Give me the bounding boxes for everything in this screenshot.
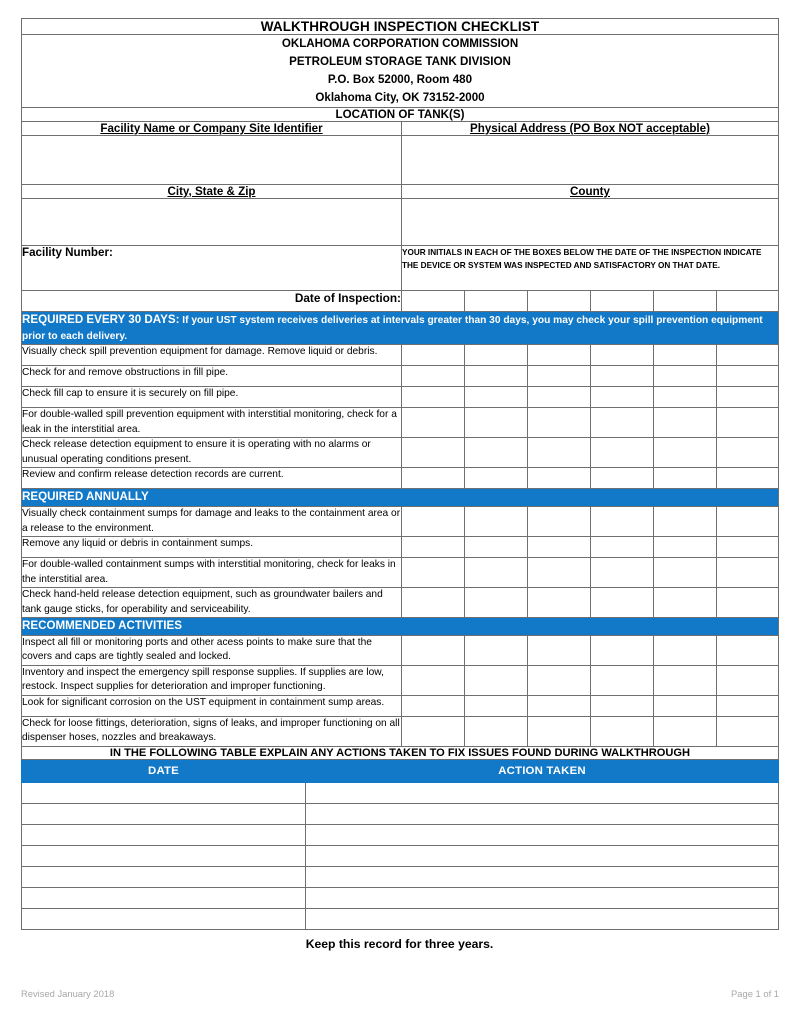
inspection-date-cell[interactable] bbox=[654, 290, 717, 311]
agency-line-4: Oklahoma City, OK 73152-2000 bbox=[315, 90, 485, 104]
initials-cell[interactable] bbox=[465, 588, 528, 618]
initials-cell[interactable] bbox=[591, 387, 654, 408]
initials-cell[interactable] bbox=[528, 387, 591, 408]
facility-address-label-row bbox=[22, 121, 779, 135]
location-of-tanks-header: LOCATION OF TANK(S) bbox=[22, 107, 779, 121]
checklist-item-label: Check hand-held release detection equipment, such as groundwater bailers and tank gauge sticks, for operability and serviceability. bbox=[22, 588, 402, 618]
initials-cell[interactable] bbox=[465, 716, 528, 746]
initials-cell[interactable] bbox=[654, 366, 717, 387]
page-number: Page 1 of 1 bbox=[731, 988, 779, 999]
checklist-item-label: Check for and remove obstructions in fill pipe. bbox=[22, 366, 402, 387]
checklist-item-label: Visually check spill prevention equipment for damage. Remove liquid or debris. bbox=[22, 345, 402, 366]
title-row bbox=[22, 19, 779, 35]
agency-block bbox=[22, 35, 779, 108]
initials-cell[interactable] bbox=[717, 507, 779, 537]
action-taken-cell[interactable] bbox=[306, 845, 779, 866]
initials-cell[interactable] bbox=[591, 345, 654, 366]
initials-cell[interactable] bbox=[591, 468, 654, 489]
facility-address-entry-row bbox=[22, 135, 779, 184]
section-banner-text bbox=[22, 618, 779, 636]
checklist-item-label: For double-walled containment sumps with interstitial monitoring, check for leaks in the interstitial area. bbox=[22, 558, 402, 588]
checklist-item-label: Check release detection equipment to ensure it is operating with no alarms or unusual operating conditions present. bbox=[22, 438, 402, 468]
checklist-row bbox=[22, 716, 779, 746]
initials-cell[interactable] bbox=[528, 366, 591, 387]
action-date-cell[interactable] bbox=[22, 782, 306, 803]
county-label: County bbox=[402, 184, 779, 198]
initials-cell[interactable] bbox=[402, 537, 465, 558]
facility-name-input[interactable] bbox=[22, 135, 402, 184]
city-state-zip-input[interactable] bbox=[22, 198, 402, 245]
city-county-label-row bbox=[22, 184, 779, 198]
initials-cell[interactable] bbox=[591, 695, 654, 716]
initials-cell[interactable] bbox=[465, 635, 528, 665]
action-taken-cell[interactable] bbox=[306, 908, 779, 929]
table-row bbox=[22, 908, 779, 929]
checklist-row bbox=[22, 537, 779, 558]
initials-cell[interactable] bbox=[528, 695, 591, 716]
inspection-date-cell[interactable] bbox=[402, 290, 465, 311]
agency-line-1: OKLAHOMA CORPORATION COMMISSION bbox=[281, 37, 519, 50]
form-page bbox=[21, 18, 778, 951]
initials-cell[interactable] bbox=[654, 665, 717, 695]
checklist-row bbox=[22, 345, 779, 366]
action-taken-cell[interactable] bbox=[306, 887, 779, 908]
page-footer bbox=[21, 988, 779, 999]
initials-cell[interactable] bbox=[654, 716, 717, 746]
initials-cell[interactable] bbox=[591, 558, 654, 588]
initials-cell[interactable] bbox=[591, 716, 654, 746]
initials-cell[interactable] bbox=[402, 366, 465, 387]
initials-cell[interactable] bbox=[528, 716, 591, 746]
location-header-row bbox=[22, 107, 779, 121]
action-date-cell[interactable] bbox=[22, 824, 306, 845]
section-banner-text bbox=[22, 489, 779, 507]
action-taken-cell[interactable] bbox=[306, 782, 779, 803]
initials-cell[interactable] bbox=[402, 716, 465, 746]
checklist-item-label: Inspect all fill or monitoring ports and other acess points to make sure that the covers and caps are tightly sealed and locked. bbox=[22, 635, 402, 665]
facility-number-field[interactable] bbox=[22, 245, 402, 290]
checklist-item-label: Visually check containment sumps for damage and leaks to the containment area or a release to the environment. bbox=[22, 507, 402, 537]
checklist-row bbox=[22, 665, 779, 695]
section-banner-recommended-activities bbox=[22, 618, 779, 636]
action-date-cell[interactable] bbox=[22, 866, 306, 887]
action-taken-cell[interactable] bbox=[306, 866, 779, 887]
initials-cell[interactable] bbox=[717, 387, 779, 408]
physical-address-label: Physical Address (PO Box NOT acceptable) bbox=[402, 121, 779, 135]
city-county-entry-row bbox=[22, 198, 779, 245]
initials-cell[interactable] bbox=[528, 468, 591, 489]
action-taken-cell[interactable] bbox=[306, 803, 779, 824]
initials-cell[interactable] bbox=[717, 438, 779, 468]
initials-cell[interactable] bbox=[717, 408, 779, 438]
inspection-date-cell[interactable] bbox=[465, 290, 528, 311]
action-date-cell[interactable] bbox=[22, 845, 306, 866]
checklist-item-label: Inventory and inspect the emergency spill response supplies. If supplies are low, restock. Inspect supplies for deterioration and improper functioning. bbox=[22, 665, 402, 695]
page-title: WALKTHROUGH INSPECTION CHECKLIST bbox=[22, 19, 779, 35]
checklist-item-label: For double-walled spill prevention equipment with interstitial monitoring, check for a leak in the interstitial area. bbox=[22, 408, 402, 438]
initials-cell[interactable] bbox=[591, 507, 654, 537]
actions-instruction-row bbox=[22, 746, 779, 759]
initials-cell[interactable] bbox=[528, 438, 591, 468]
action-date-cell[interactable] bbox=[22, 803, 306, 824]
checklist-row bbox=[22, 695, 779, 716]
initials-cell[interactable] bbox=[591, 665, 654, 695]
initials-cell[interactable] bbox=[717, 716, 779, 746]
banner-title: RECOMMENDED ACTIVITIES bbox=[22, 619, 182, 633]
initials-cell[interactable] bbox=[528, 345, 591, 366]
initials-cell[interactable] bbox=[528, 408, 591, 438]
initials-cell[interactable] bbox=[717, 345, 779, 366]
initials-cell[interactable] bbox=[591, 366, 654, 387]
checklist-row bbox=[22, 635, 779, 665]
initials-cell[interactable] bbox=[528, 588, 591, 618]
initials-cell[interactable] bbox=[591, 438, 654, 468]
column-header-date: DATE bbox=[22, 760, 306, 782]
initials-cell[interactable] bbox=[717, 695, 779, 716]
actions-instruction: IN THE FOLLOWING TABLE EXPLAIN ANY ACTIONS TAKEN TO FIX ISSUES FOUND DURING WALKTHROUGH bbox=[22, 746, 779, 759]
inspection-date-cell[interactable] bbox=[717, 290, 779, 311]
initials-cell[interactable] bbox=[402, 345, 465, 366]
initials-cell[interactable] bbox=[654, 438, 717, 468]
city-state-zip-label: City, State & Zip bbox=[22, 184, 402, 198]
initials-cell[interactable] bbox=[654, 408, 717, 438]
banner-detail: If your UST system receives deliveries at intervals greater than 30 days, you may check your spill prevention equipment prior to each delivery. bbox=[22, 314, 763, 342]
table-row bbox=[22, 824, 779, 845]
checklist-item-label: Review and confirm release detection records are current. bbox=[22, 468, 402, 489]
initials-cell[interactable] bbox=[528, 507, 591, 537]
checklist-item-label: Remove any liquid or debris in containment sumps. bbox=[22, 537, 402, 558]
action-date-cell[interactable] bbox=[22, 908, 306, 929]
checklist-row bbox=[22, 588, 779, 618]
initials-cell[interactable] bbox=[654, 468, 717, 489]
initials-cell[interactable] bbox=[465, 387, 528, 408]
initials-cell[interactable] bbox=[717, 665, 779, 695]
agency-row bbox=[22, 35, 779, 108]
actions-header-row bbox=[22, 760, 779, 782]
date-of-inspection-label: Date of Inspection: bbox=[22, 290, 402, 311]
checklist-row bbox=[22, 438, 779, 468]
initials-cell[interactable] bbox=[591, 635, 654, 665]
initials-cell[interactable] bbox=[654, 588, 717, 618]
initials-cell[interactable] bbox=[717, 558, 779, 588]
facility-number-label: Facility Number: bbox=[22, 245, 113, 259]
initials-cell[interactable] bbox=[465, 558, 528, 588]
facility-name-label: Facility Name or Company Site Identifier bbox=[22, 121, 402, 135]
initials-cell[interactable] bbox=[528, 635, 591, 665]
checklist-row bbox=[22, 366, 779, 387]
table-row bbox=[22, 803, 779, 824]
initials-cell[interactable] bbox=[465, 438, 528, 468]
initials-cell[interactable] bbox=[465, 408, 528, 438]
inspection-date-cell[interactable] bbox=[528, 290, 591, 311]
initials-cell[interactable] bbox=[591, 408, 654, 438]
table-row bbox=[22, 887, 779, 908]
checklist-row bbox=[22, 387, 779, 408]
initials-cell[interactable] bbox=[465, 665, 528, 695]
checklist-item-label: Look for significant corrosion on the UST equipment in containment sump areas. bbox=[22, 695, 402, 716]
initials-cell[interactable] bbox=[402, 507, 465, 537]
actions-taken-table bbox=[21, 760, 779, 930]
checklist-row bbox=[22, 408, 779, 438]
initials-cell[interactable] bbox=[591, 537, 654, 558]
initials-cell[interactable] bbox=[717, 366, 779, 387]
initials-cell[interactable] bbox=[465, 468, 528, 489]
initials-cell[interactable] bbox=[717, 537, 779, 558]
facility-number-row bbox=[22, 245, 779, 290]
initials-cell[interactable] bbox=[654, 558, 717, 588]
action-taken-cell[interactable] bbox=[306, 824, 779, 845]
initials-cell[interactable] bbox=[717, 468, 779, 489]
column-header-action-taken: ACTION TAKEN bbox=[306, 760, 779, 782]
table-row bbox=[22, 845, 779, 866]
agency-line-3: P.O. Box 52000, Room 480 bbox=[327, 72, 473, 86]
agency-line-2: PETROLEUM STORAGE TANK DIVISION bbox=[289, 54, 511, 68]
checklist-item-label: Check fill cap to ensure it is securely on fill pipe. bbox=[22, 387, 402, 408]
main-form-table bbox=[21, 18, 779, 760]
initials-cell[interactable] bbox=[402, 408, 465, 438]
banner-title: REQUIRED ANNUALLY bbox=[22, 490, 149, 504]
initials-cell[interactable] bbox=[402, 438, 465, 468]
inspection-date-cell[interactable] bbox=[591, 290, 654, 311]
initials-cell[interactable] bbox=[465, 695, 528, 716]
date-of-inspection-row bbox=[22, 290, 779, 311]
table-row bbox=[22, 782, 779, 803]
initials-instruction-note: YOUR INITIALS IN EACH OF THE BOXES BELOW THE DATE OF THE INSPECTION INDICATE THE DEVICE OR SYSTEM WAS INSPECTED AND SATISFACTORY ON THAT DATE. bbox=[402, 245, 779, 290]
checklist-row bbox=[22, 507, 779, 537]
initials-cell[interactable] bbox=[528, 665, 591, 695]
revised-date: Revised January 2018 bbox=[21, 988, 115, 999]
initials-cell[interactable] bbox=[654, 345, 717, 366]
initials-cell[interactable] bbox=[402, 695, 465, 716]
physical-address-input[interactable] bbox=[402, 135, 779, 184]
initials-cell[interactable] bbox=[717, 635, 779, 665]
checklist-item-label: Check for loose fittings, deterioration, signs of leaks, and improper functioning on all dispenser hoses, nozzles and breakaways. bbox=[22, 716, 402, 746]
keep-record-notice: Keep this record for three years. bbox=[305, 936, 494, 951]
section-banner-text bbox=[22, 311, 779, 345]
initials-cell[interactable] bbox=[654, 695, 717, 716]
initials-cell[interactable] bbox=[654, 635, 717, 665]
action-date-cell[interactable] bbox=[22, 887, 306, 908]
initials-cell[interactable] bbox=[465, 345, 528, 366]
initials-cell[interactable] bbox=[402, 588, 465, 618]
banner-title: REQUIRED EVERY 30 DAYS: bbox=[22, 312, 180, 326]
initials-cell[interactable] bbox=[402, 558, 465, 588]
initials-cell[interactable] bbox=[402, 665, 465, 695]
section-banner-required-30-days bbox=[22, 311, 779, 345]
section-banner-required-annually bbox=[22, 489, 779, 507]
initials-cell[interactable] bbox=[654, 387, 717, 408]
initials-cell[interactable] bbox=[465, 507, 528, 537]
table-row bbox=[22, 866, 779, 887]
initials-cell[interactable] bbox=[465, 537, 528, 558]
initials-cell[interactable] bbox=[654, 537, 717, 558]
initials-cell[interactable] bbox=[402, 468, 465, 489]
initials-cell[interactable] bbox=[717, 588, 779, 618]
initials-cell[interactable] bbox=[465, 366, 528, 387]
initials-cell[interactable] bbox=[591, 588, 654, 618]
initials-cell[interactable] bbox=[402, 387, 465, 408]
checklist-row bbox=[22, 558, 779, 588]
initials-cell[interactable] bbox=[528, 558, 591, 588]
checklist-row bbox=[22, 468, 779, 489]
initials-cell[interactable] bbox=[654, 507, 717, 537]
county-input[interactable] bbox=[402, 198, 779, 245]
initials-cell[interactable] bbox=[402, 635, 465, 665]
initials-cell[interactable] bbox=[528, 537, 591, 558]
